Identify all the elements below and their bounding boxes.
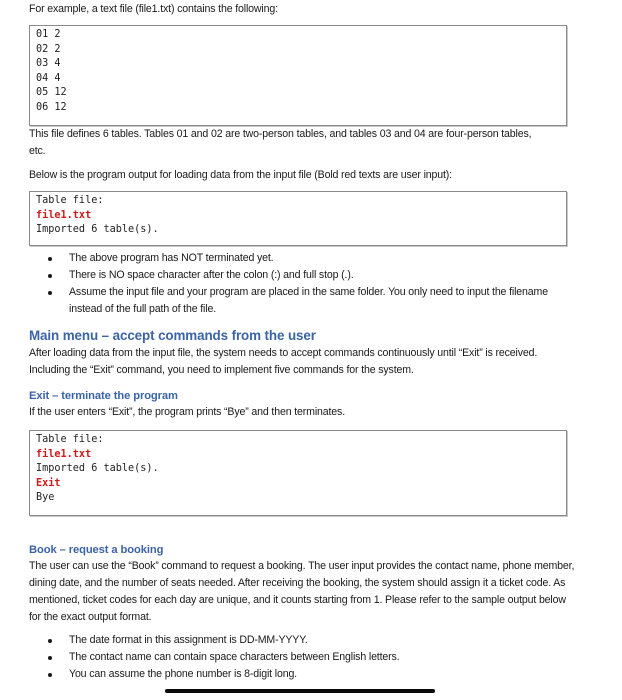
main-menu-heading: Main menu – accept commands from the user xyxy=(29,328,316,343)
intro-text: For example, a text file (file1.txt) contains the following: xyxy=(29,3,278,15)
output-line: Imported 6 table(s). xyxy=(36,463,159,475)
list-item xyxy=(29,250,574,267)
note-text: You can assume the phone number is 8-digit long. xyxy=(69,668,297,680)
file-line: 06 12 xyxy=(36,101,67,113)
main-menu-text: After loading data from the input file, the system needs to accept commands continuously until “Exit” is received. Including the “Exit” command, you need to implement five commands for the system. xyxy=(29,347,538,376)
book-notes-list xyxy=(29,632,574,683)
output-line: Imported 6 table(s). xyxy=(36,224,159,236)
note-text: There is NO space character after the colon (:) and full stop (.). xyxy=(69,269,354,281)
user-input-line: file1.txt xyxy=(36,448,92,460)
bullet-icon xyxy=(48,291,52,295)
note-text: The contact name can contain space characters between English letters. xyxy=(69,651,400,663)
load-intro-text: Below is the program output for loading data from the input file (Bold red texts are user input): xyxy=(29,169,452,181)
list-item xyxy=(29,666,574,683)
file-line: 05 12 xyxy=(36,87,67,99)
list-item xyxy=(29,267,574,284)
note-text: The date format in this assignment is DD-MM-YYYY. xyxy=(69,634,308,646)
file-description: This file defines 6 tables. Tables 01 and 02 are two-person tables, and tables 03 and 04 are four-person tables, etc. xyxy=(29,128,532,157)
load-output-box xyxy=(29,191,567,246)
bullet-icon xyxy=(48,639,52,643)
list-item xyxy=(29,284,574,318)
list-item xyxy=(29,632,574,649)
bullet-icon xyxy=(48,673,52,677)
file-line: 04 4 xyxy=(36,72,61,84)
file-contents-box xyxy=(29,25,567,126)
output-line: Table file: xyxy=(36,434,104,445)
bullet-icon xyxy=(48,274,52,278)
list-item xyxy=(29,649,574,666)
file-line: 03 4 xyxy=(36,58,61,70)
exit-text: If the user enters “Exit”, the program prints “Bye” and then terminates. xyxy=(29,406,345,418)
exit-output-box xyxy=(29,430,567,516)
book-text: The user can use the “Book” command to request a booking. The user input provides the contact name, phone member, dining date, and the number of seats needed. After receiving the booking, the system should assign it a ticket code. As mentioned, ticket codes for each day are unique, and it counts starting from 1. Please refer to the sample output below for the exact output format. xyxy=(29,560,575,623)
book-heading: Book – request a booking xyxy=(29,544,164,556)
load-notes-list xyxy=(29,250,574,318)
note-text: The above program has NOT terminated yet. xyxy=(69,252,274,264)
bullet-icon xyxy=(48,257,52,261)
exit-heading: Exit – terminate the program xyxy=(29,390,178,402)
note-text: Assume the input file and your program are placed in the same folder. You only need to input the filename instead of the full path of the file. xyxy=(69,286,548,315)
user-input-line: Exit xyxy=(36,477,61,489)
output-line: Table file: xyxy=(36,195,104,206)
user-input-line: file1.txt xyxy=(36,209,92,221)
file-line: 01 2 xyxy=(36,29,61,40)
file-line: 02 2 xyxy=(36,43,61,55)
output-line: Bye xyxy=(36,492,55,504)
home-indicator-bar[interactable] xyxy=(165,689,435,693)
bullet-icon xyxy=(48,656,52,660)
